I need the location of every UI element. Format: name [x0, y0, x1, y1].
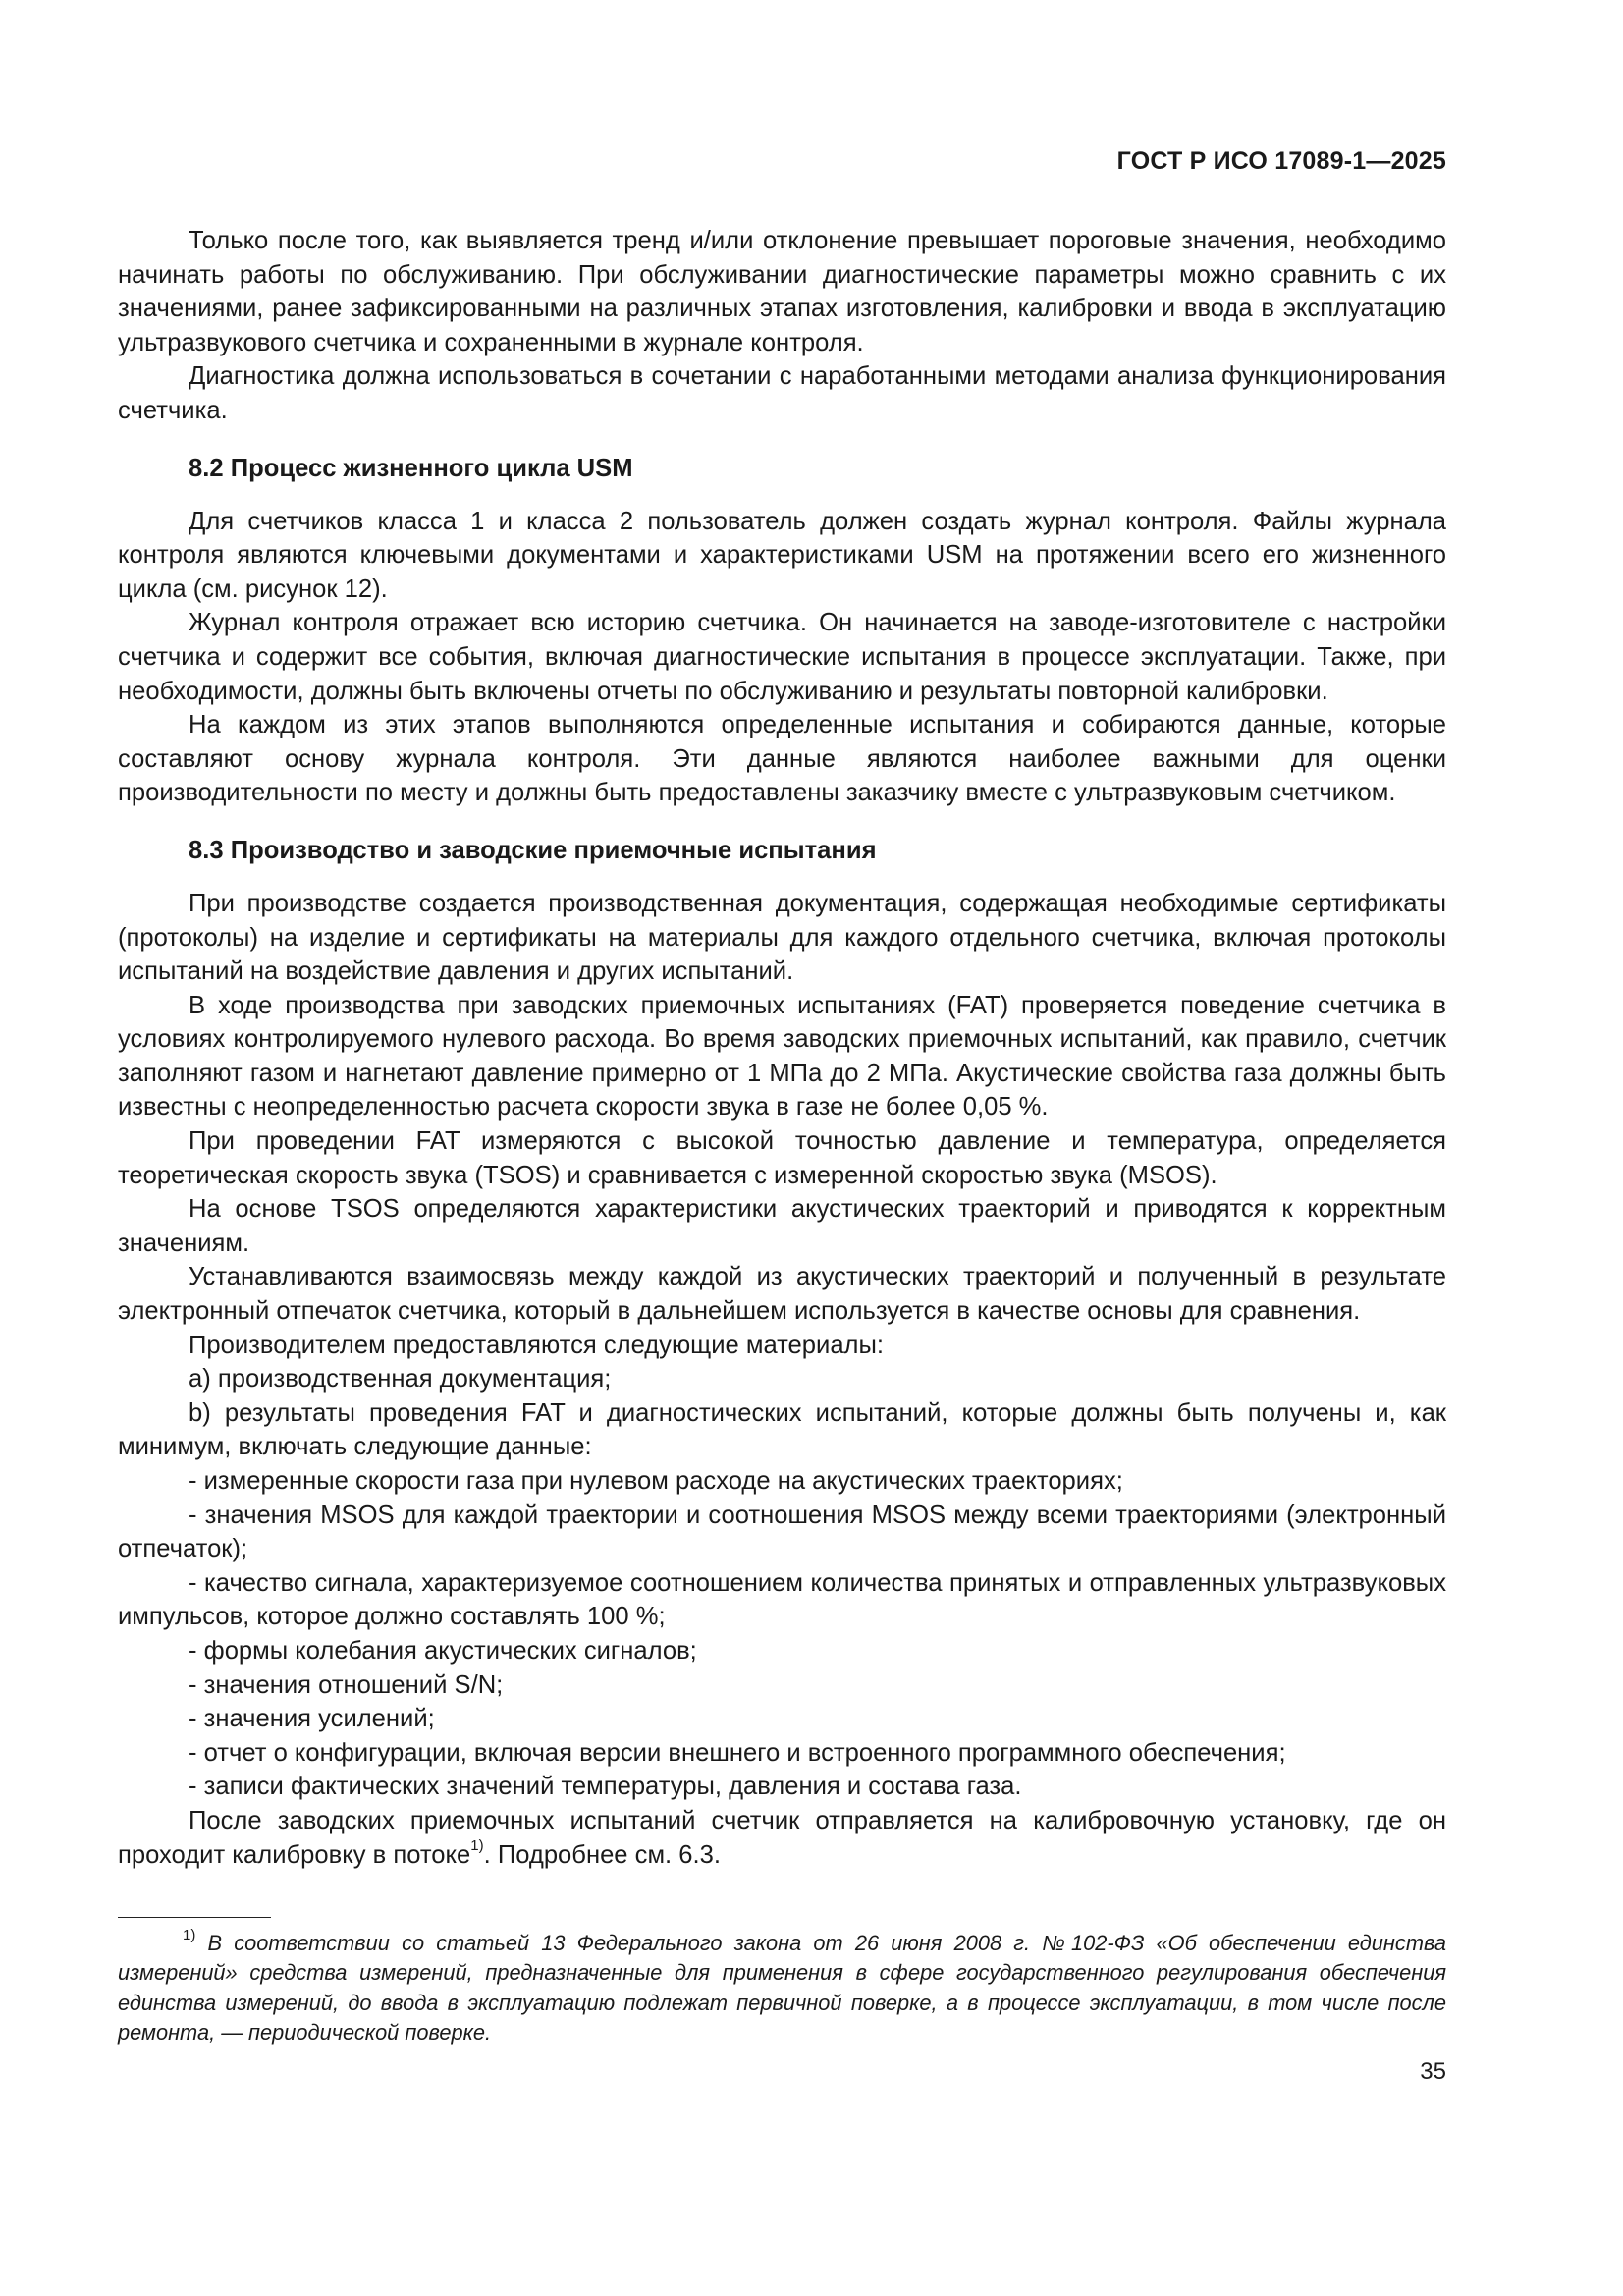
footnote-text: В соответствии со статьей 13 Федерального закона от 26 июня 2008 г. №102-ФЗ «Об обеспечении единства измерений» средства измерений, предназначенные для применения в сфере государственного регулирования обеспечения единства измерений, до ввода в эксплуатацию подлежат первичной поверке, а в процессе эксплуатации, в том числе после ремонта, — периодической поверке.	[118, 1931, 1446, 2046]
footnote-reference[interactable]: 1)	[470, 1837, 484, 1854]
page-number: 35	[1420, 2058, 1446, 2085]
footnote-divider	[118, 1917, 271, 1918]
closing-text: После заводских приемочных испытаний счетчик отправляется на калибровочную установку, где он проходит калибровку в потоке	[118, 1806, 1446, 1869]
paragraph: На основе TSOS определяются характеристики акустических траекторий и приводятся к корректным значениям.	[118, 1195, 1446, 1257]
footnote	[118, 1926, 1446, 2049]
section-heading-8-3: 8.3 Производство и заводские приемочные испытания	[189, 836, 877, 864]
closing-text-end: . Подробнее см. 6.3.	[483, 1840, 721, 1869]
list-item: a) производственная документация;	[189, 1365, 612, 1394]
paragraph: Только после того, как выявляется тренд и/или отклонение превышает пороговые значения, необходимо начинать работы по обслуживанию. При обслуживании диагностические параметры можно сравнить с их значениями, ранее зафиксированными на различных этапах изготовления, калибровки и ввода в эксплуатацию ультразвукового счетчика и сохраненными в журнале контроля.	[118, 227, 1446, 356]
footnote-marker: 1)	[183, 1926, 196, 1943]
list-item: b) результаты проведения FAT и диагностических испытаний, которые должны быть получены и, как минимум, включать следующие данные:	[118, 1398, 1446, 1461]
paragraph: Журнал контроля отражает всю историю счетчика. Он начинается на заводе-изготовителе с настройки счетчика и содержит все события, включая диагностические испытания в процессе эксплуатации. Также, при необходимости, должны быть включены отчеты по обслуживанию и результаты повторной калибровки.	[118, 609, 1446, 705]
dash-list-item: - измеренные скорости газа при нулевом расходе на акустических траекториях;	[189, 1467, 1123, 1495]
section-heading-8-2: 8.2 Процесс жизненного цикла USM	[189, 454, 633, 482]
dash-list-item: - формы колебания акустических сигналов;	[189, 1636, 697, 1665]
paragraph: Устанавливаются взаимосвязь между каждой из акустических траекторий и полученный в результате электронный отпечаток счетчика, который в дальнейшем используется в качестве основы для сравнения.	[118, 1263, 1446, 1326]
paragraph: Диагностика должна использоваться в сочетании с наработанными методами анализа функционирования счетчика.	[118, 362, 1446, 424]
paragraph: На каждом из этих этапов выполняются определенные испытания и собираются данные, которые составляют основу журнала контроля. Эти данные являются наиболее важными для оценки производительности по месту и должны быть предоставлены заказчику вместе с ультразвуковым счетчиком.	[118, 711, 1446, 807]
dash-list-item: - значения усилений;	[189, 1705, 435, 1733]
document-header: ГОСТ Р ИСО 17089-1—2025	[1116, 147, 1446, 175]
dash-list-item: - отчет о конфигурации, включая версии внешнего и встроенного программного обеспечения;	[189, 1738, 1286, 1767]
dash-list-item: - качество сигнала, характеризуемое соотношением количества принятых и отправленных ультразвуковых импульсов, которое должно составлять 100 %;	[118, 1568, 1446, 1631]
paragraph-closing	[118, 1804, 1446, 1872]
dash-list-item: - записи фактических значений температуры, давления и состава газа.	[189, 1773, 1022, 1801]
document-body	[118, 224, 1446, 1872]
paragraph: В ходе производства при заводских приемочных испытаниях (FAT) проверяется поведение счетчика в условиях контролируемого нулевого расхода. Во время заводских приемочных испытаний, как правило, счетчик заполняют газом и нагнетают давление примерно от 1 МПа до 2 МПа. Акустические свойства газа должны быть известны с неопределенностью расчета скорости звука в газе не более 0,05 %.	[118, 991, 1446, 1121]
paragraph: Для счетчиков класса 1 и класса 2 пользователь должен создать журнал контроля. Файлы журнала контроля являются ключевыми документами и характеристиками USM на протяжении всего его жизненного цикла (см. рисунок 12).	[118, 507, 1446, 603]
paragraph: При проведении FAT измеряются с высокой точностью давление и температура, определяется теоретическая скорость звука (TSOS) и сравнивается с измеренной скоростью звука (MSOS).	[118, 1127, 1446, 1189]
dash-list-item: - значения отношений S/N;	[189, 1670, 504, 1699]
dash-list-item: - значения MSOS для каждой траектории и соотношения MSOS между всеми траекториями (электронный отпечаток);	[118, 1501, 1446, 1563]
paragraph: Производителем предоставляются следующие материалы:	[189, 1331, 885, 1359]
paragraph: При производстве создается производственная документация, содержащая необходимые сертификаты (протоколы) на изделие и сертификаты на материалы для каждого отдельного счетчика, включая протоколы испытаний на воздействие давления и других испытаний.	[118, 889, 1446, 986]
